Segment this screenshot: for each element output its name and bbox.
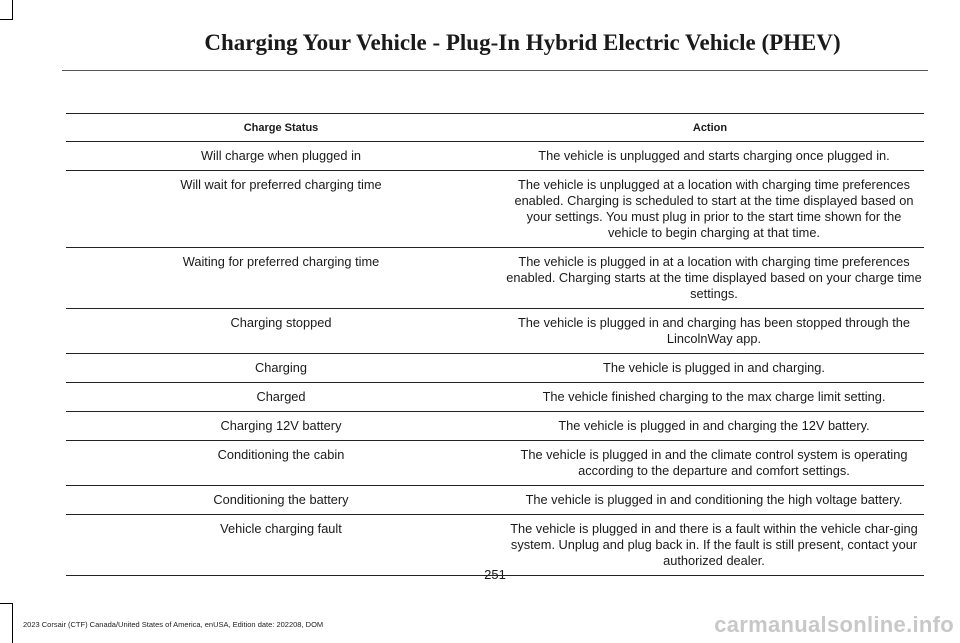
table-row <box>66 354 924 383</box>
action-cell: The vehicle is plugged in and there is a fault within the vehicle char-ging system. Unplug and plug back in. If the fault is still present, contact your authorized dealer. <box>496 515 924 576</box>
action-cell: The vehicle is unplugged and starts charging once plugged in. <box>496 142 924 171</box>
watermark-logo: carmanualsonline.info <box>714 612 954 637</box>
charge-status-cell: Waiting for preferred charging time <box>66 248 496 309</box>
crop-mark-bottom-left-horizontal <box>0 603 13 604</box>
action-cell: The vehicle is plugged in and charging has been stopped through the LincolnWay app. <box>496 309 924 354</box>
action-cell: The vehicle finished charging to the max charge limit setting. <box>496 383 924 412</box>
table-row <box>66 309 924 354</box>
column-header-charge-status: Charge Status <box>66 114 496 142</box>
crop-mark-bottom-left-vertical <box>12 603 13 643</box>
action-cell: The vehicle is unplugged at a location with charging time preferences enabled. Charging is scheduled to start at the time displayed based on your settings. You must plug in prior to the start time shown for the vehicle to begin charging at that time. <box>496 171 924 248</box>
charge-status-table <box>66 113 924 576</box>
table-row <box>66 171 924 248</box>
charge-status-cell: Conditioning the cabin <box>66 441 496 486</box>
table-row <box>66 412 924 441</box>
crop-mark-top-left-vertical <box>12 0 13 19</box>
edition-footer: 2023 Corsair (CTF) Canada/United States of America, enUSA, Edition date: 202208, DOM <box>23 620 324 629</box>
action-cell: The vehicle is plugged in and the climate control system is operating according to the departure and comfort settings. <box>496 441 924 486</box>
charge-status-cell: Charging <box>66 354 496 383</box>
table-row <box>66 486 924 515</box>
charge-status-cell: Will wait for preferred charging time <box>66 171 496 248</box>
table-row <box>66 383 924 412</box>
charge-status-cell: Vehicle charging fault <box>66 515 496 576</box>
table-header-row <box>66 114 924 142</box>
page-title: Charging Your Vehicle - Plug-In Hybrid Electric Vehicle (PHEV) <box>204 30 841 55</box>
header-divider <box>62 70 928 71</box>
page-number: 251 <box>484 567 506 582</box>
action-cell: The vehicle is plugged in and charging the 12V battery. <box>496 412 924 441</box>
action-cell: The vehicle is plugged in and charging. <box>496 354 924 383</box>
crop-mark-top-left-horizontal <box>0 19 13 20</box>
action-cell: The vehicle is plugged in and conditioning the high voltage battery. <box>496 486 924 515</box>
charge-status-cell: Charging 12V battery <box>66 412 496 441</box>
table-row <box>66 142 924 171</box>
charge-status-cell: Conditioning the battery <box>66 486 496 515</box>
action-cell: The vehicle is plugged in at a location with charging time preferences enabled. Charging starts at the time displayed based on your charge time settings. <box>496 248 924 309</box>
table-row <box>66 248 924 309</box>
table-row <box>66 441 924 486</box>
charge-status-cell: Charging stopped <box>66 309 496 354</box>
charge-status-cell: Will charge when plugged in <box>66 142 496 171</box>
charge-status-cell: Charged <box>66 383 496 412</box>
column-header-action: Action <box>496 114 924 142</box>
